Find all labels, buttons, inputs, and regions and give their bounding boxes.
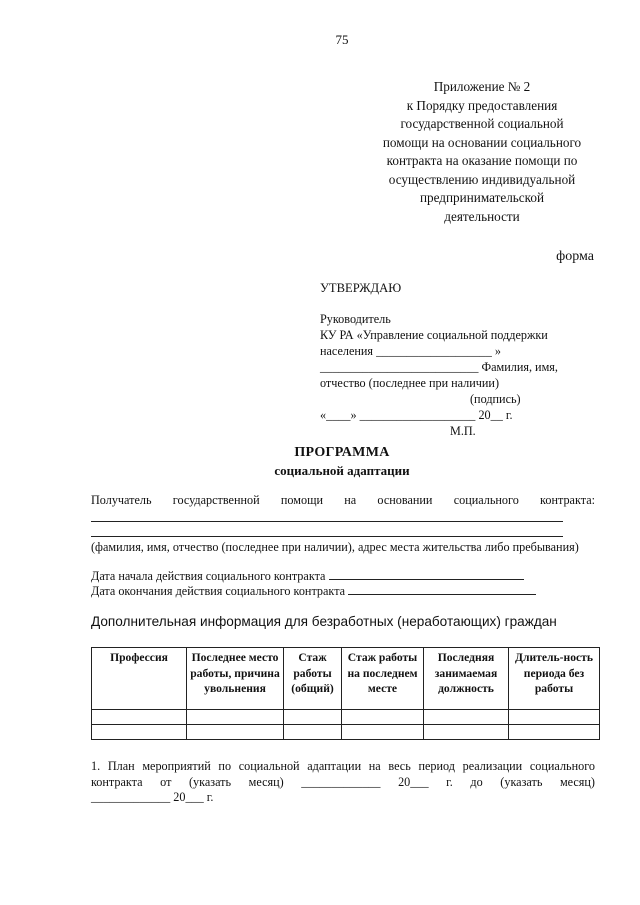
contract-start-field[interactable] (329, 579, 524, 580)
col-header-unemployment-period: Длитель-ность периода без работы (509, 648, 600, 710)
approve-line: отчество (последнее при наличии) (320, 376, 500, 390)
col-header-total-experience: Стаж работы (общий) (284, 648, 342, 710)
table-cell[interactable] (509, 710, 600, 725)
contract-end-label: Дата окончания действия социального контракта (91, 584, 346, 598)
col-header-last-job-experience: Стаж работы на последнем месте (342, 648, 424, 710)
contract-end-row (91, 584, 536, 599)
table-row (92, 710, 600, 725)
additional-info-heading: Дополнительная информация для безработных (неработающих) граждан (91, 614, 557, 629)
page-number: 75 (335, 32, 349, 47)
stamp-placeholder: М.П. (450, 424, 476, 438)
table-cell[interactable] (342, 710, 424, 725)
recipient-hint: (фамилия, имя, отчество (последнее при наличии), адрес места жительства либо пребывания) (91, 540, 579, 554)
document-title: ПРОГРАММА (294, 445, 390, 460)
table-row (92, 725, 600, 740)
form-label: форма (556, 249, 594, 264)
appendix-line: деятельности (444, 208, 520, 224)
col-header-profession: Профессия (92, 648, 187, 710)
table-cell[interactable] (424, 710, 509, 725)
contract-start-label: Дата начала действия социального контракта (91, 569, 326, 583)
appendix-line: Приложение № 2 (433, 79, 531, 94)
contract-dates (91, 569, 536, 599)
table-cell[interactable] (187, 725, 284, 740)
appendix-line: помощи на основании социального (382, 134, 582, 150)
plan-paragraph-end: _____________ 20___ г. (91, 790, 214, 804)
table-cell[interactable] (284, 710, 342, 725)
contract-start-row (91, 569, 536, 584)
approve-line: Руководитель (320, 312, 391, 326)
contract-end-field[interactable] (348, 594, 536, 595)
plan-paragraph: 1. План мероприятий по социальной адаптации на весь период реализации социального контракта от (указать месяц) _____________ 20___ г. до (указать месяц) (91, 759, 595, 789)
recipient-label: Получатель государственной помощи на основании социального контракта: (91, 493, 595, 507)
col-header-last-job: Последнее место работы, причина увольнения (187, 648, 284, 710)
table-cell[interactable] (342, 725, 424, 740)
approve-block (320, 311, 590, 439)
document-subtitle: социальной адаптации (274, 463, 410, 478)
col-header-last-position: Последняя занимаемая должность (424, 648, 509, 710)
table-cell[interactable] (424, 725, 509, 740)
unemployment-table (91, 647, 600, 740)
approve-line: населения ___________________ » (320, 344, 502, 358)
appendix-header (360, 78, 604, 226)
table-header-row (92, 648, 600, 710)
appendix-line: предпринимательской (419, 190, 545, 205)
table-cell[interactable] (284, 725, 342, 740)
appendix-line: контракта на оказание помощи по (386, 153, 578, 168)
appendix-line: к Порядку предоставления (406, 97, 558, 113)
approve-title: УТВЕРЖДАЮ (320, 281, 402, 295)
appendix-line: государственной социальной (400, 116, 564, 131)
recipient-line-2 (91, 536, 563, 537)
table-cell[interactable] (187, 710, 284, 725)
approve-line: __________________________ Фамилия, имя, (320, 360, 558, 374)
table-cell[interactable] (92, 710, 187, 725)
approve-line: КУ РА «Управление социальной поддержки (320, 328, 548, 342)
appendix-line: осуществлению индивидуальной (388, 171, 576, 187)
signature-caption: (подпись) (470, 392, 521, 406)
recipient-line-1 (91, 521, 563, 522)
approve-date-line: «____» ___________________ 20__ г. (320, 408, 513, 422)
table-cell[interactable] (92, 725, 187, 740)
table-cell[interactable] (509, 725, 600, 740)
